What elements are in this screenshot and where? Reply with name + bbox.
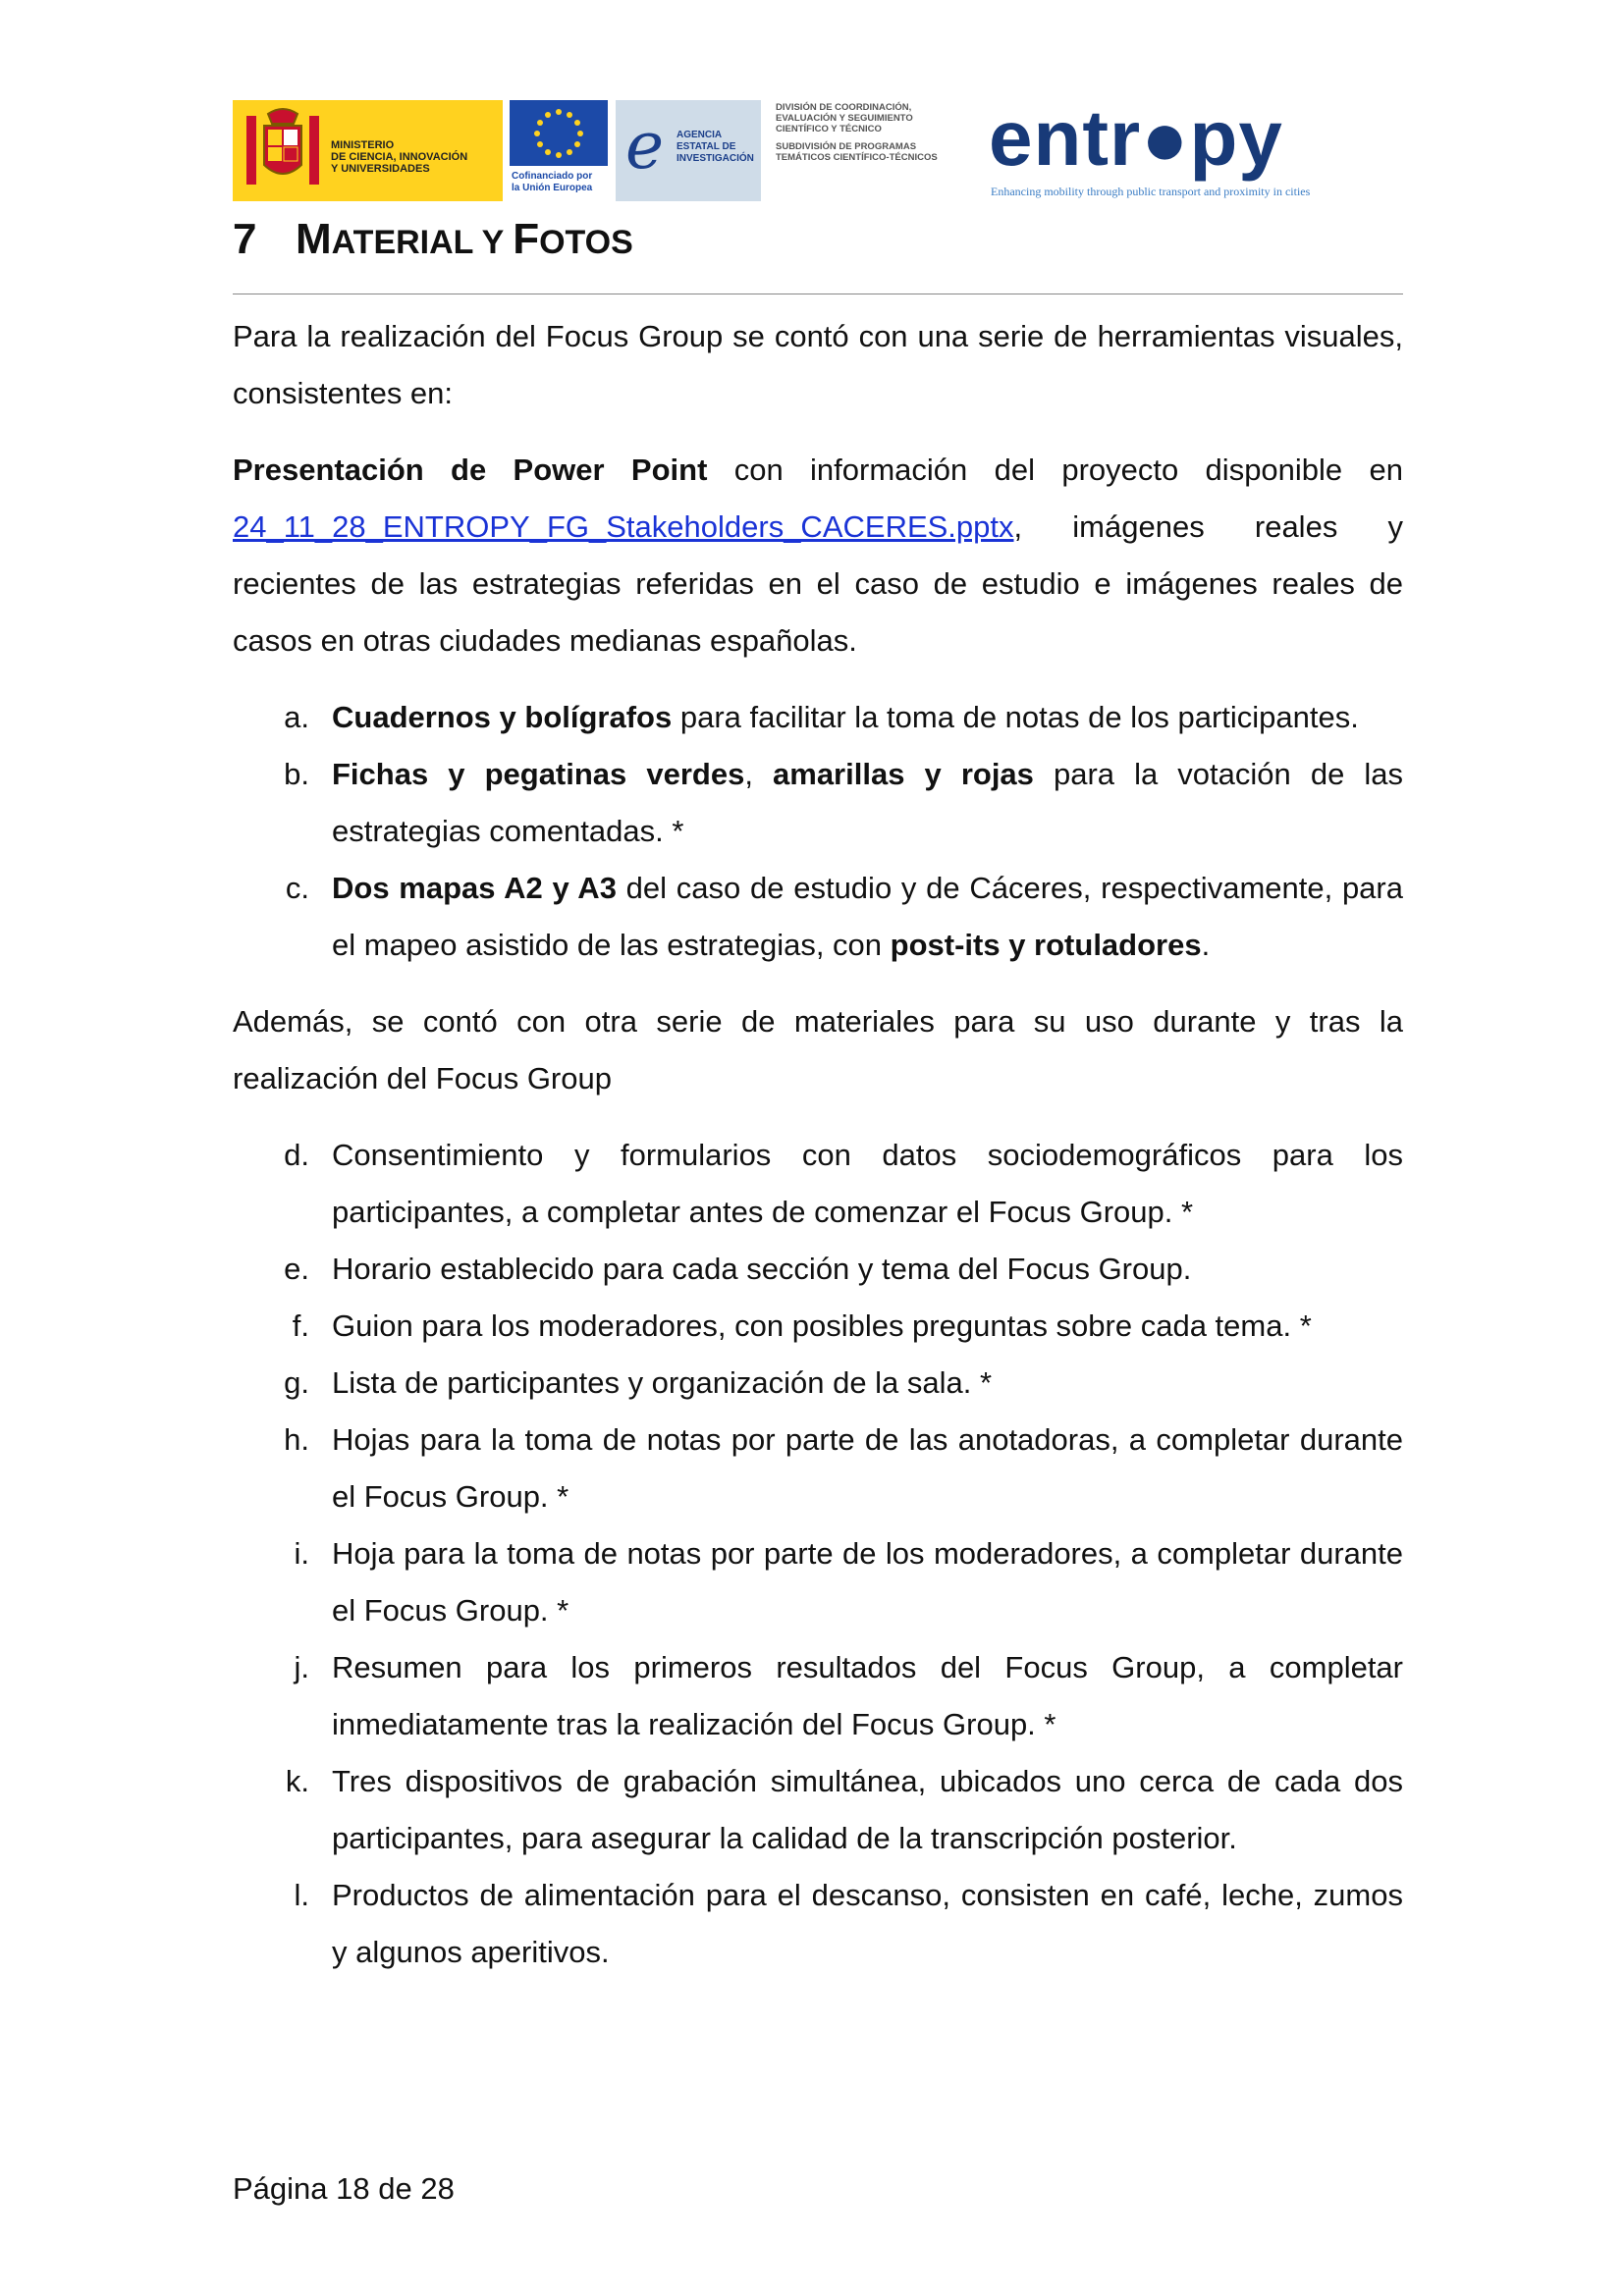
- subdivision-text: SUBDIVISIÓN DE PROGRAMAS TEMÁTICOS CIENTÍFICO-TÉCNICOS: [776, 141, 938, 163]
- list-item: [233, 746, 1403, 860]
- list-item: [233, 1127, 1403, 1241]
- list-marker: g.: [284, 1365, 309, 1400]
- presentation-text: , imágenes reales y recientes de las estrategias referidas en el caso de estudio e imágenes reales de casos en otras ciudades medianas españolas.: [233, 509, 1403, 658]
- tools-list: [233, 689, 1403, 974]
- list-marker: b.: [284, 757, 309, 791]
- entropy-wordmark: entr●py: [989, 94, 1283, 182]
- division-logo: [776, 102, 982, 163]
- entropy-logo: [989, 94, 1362, 206]
- list-item-text: para facilitar la toma de notas de los participantes.: [672, 700, 1359, 734]
- list-item-text: Lista de participantes y organización de la sala. *: [332, 1365, 993, 1400]
- section-title-part: F: [513, 215, 540, 263]
- list-item: [233, 860, 1403, 974]
- list-item-text: del caso de estudio y de Cáceres, respectivamente, para el mapeo asistido de las estrategias, con: [332, 871, 1403, 962]
- list-item-text: Horario establecido para cada sección y tema del Focus Group.: [332, 1252, 1192, 1286]
- list-item-text: Resumen para los primeros resultados del Focus Group, a completar inmediatamente tras la realización del Focus Group. *: [332, 1650, 1403, 1741]
- list-marker: f.: [292, 1308, 309, 1343]
- header-logos: [233, 94, 1362, 206]
- section-number: 7: [233, 215, 257, 263]
- list-item-text: Consentimiento y formularios con datos sociodemográficos para los participantes, a completar antes de comenzar el Focus Group. *: [332, 1138, 1403, 1229]
- list-item-text: ,: [744, 757, 774, 791]
- list-marker: j.: [294, 1650, 309, 1684]
- ministry-logo: [233, 100, 503, 201]
- section-title-part: M: [296, 215, 332, 263]
- section-title-part: OTOS: [539, 224, 633, 261]
- list-marker: a.: [284, 700, 309, 734]
- list-item-text: Hojas para la toma de notas por parte de las anotadoras, a completar durante el Focus Group. *: [332, 1422, 1403, 1514]
- section-title-part: ATERIAL Y: [331, 224, 514, 261]
- pptx-file-link[interactable]: 24_11_28_ENTROPY_FG_Stakeholders_CACERES.pptx: [233, 509, 1014, 544]
- aei-text: AGENCIA ESTATAL DE INVESTIGACIÓN: [677, 130, 754, 164]
- list-marker: d.: [284, 1138, 309, 1172]
- list-item: [233, 1867, 1403, 1981]
- list-item-bold: Fichas y pegatinas verdes: [332, 757, 745, 791]
- list-marker: e.: [284, 1252, 309, 1286]
- list-marker: h.: [284, 1422, 309, 1457]
- entropy-tagline: Enhancing mobility through public transport and proximity in cities: [991, 185, 1311, 198]
- list-item-bold: amarillas y rojas: [773, 757, 1034, 791]
- list-item: [233, 689, 1403, 746]
- list-item: [233, 1753, 1403, 1867]
- list-marker: l.: [294, 1878, 309, 1912]
- section-heading: [233, 212, 633, 270]
- list-item-bold: Dos mapas A2 y A3: [332, 871, 617, 905]
- eu-flag-icon: [510, 100, 608, 166]
- list-item: [233, 1525, 1403, 1639]
- list-item-text: Guion para los moderadores, con posibles preguntas sobre cada tema. *: [332, 1308, 1312, 1343]
- spain-coat-of-arms-icon: [241, 106, 325, 194]
- list-item-text: .: [1201, 928, 1211, 962]
- list-item-text: Productos de alimentación para el descanso, consisten en café, leche, zumos y algunos aperitivos.: [332, 1878, 1403, 1969]
- list-marker: k.: [285, 1764, 309, 1798]
- list-marker: i.: [294, 1536, 309, 1571]
- presentation-paragraph: [233, 442, 1403, 669]
- aei-e-icon: e: [625, 108, 665, 184]
- list-item-text: Hoja para la toma de notas por parte de los moderadores, a completar durante el Focus Group. *: [332, 1536, 1403, 1628]
- list-item: [233, 1241, 1403, 1298]
- list-item-text: Tres dispositivos de grabación simultánea, ubicados uno cerca de cada dos participantes, para asegurar la calidad de la transcripción posterior.: [332, 1764, 1403, 1855]
- list-item-bold: Cuadernos y bolígrafos: [332, 700, 673, 734]
- additional-paragraph: Además, se contó con otra serie de materiales para su uso durante y tras la realización del Focus Group: [233, 1004, 1403, 1095]
- materials-list: [233, 1127, 1403, 1981]
- list-item: [233, 1355, 1403, 1412]
- document-body: [233, 308, 1403, 1981]
- list-item: [233, 1639, 1403, 1753]
- eu-cofinanced-logo: [510, 100, 608, 201]
- eu-cofinanced-text: Cofinanciado por la Unión Europea: [512, 171, 593, 193]
- presentation-text: con información del proyecto disponible en: [707, 453, 1403, 487]
- list-item-text: para la votación de las estrategias comentadas. *: [332, 757, 1403, 848]
- intro-paragraph: Para la realización del Focus Group se contó con una serie de herramientas visuales, consistentes en:: [233, 319, 1403, 410]
- list-item-bold: post-its y rotuladores: [890, 928, 1202, 962]
- list-marker: c.: [285, 871, 309, 905]
- list-item: [233, 1298, 1403, 1355]
- aei-logo: [616, 100, 761, 201]
- division-text: DIVISIÓN DE COORDINACIÓN, EVALUACIÓN Y SEGUIMIENTO CIENTÍFICO Y TÉCNICO: [776, 102, 913, 134]
- presentation-bold: Presentación de Power Point: [233, 453, 708, 487]
- ministry-text: MINISTERIO DE CIENCIA, INNOVACIÓN Y UNIVERSIDADES: [331, 139, 468, 175]
- page-number: Página 18 de 28: [233, 2171, 455, 2206]
- list-item: [233, 1412, 1403, 1525]
